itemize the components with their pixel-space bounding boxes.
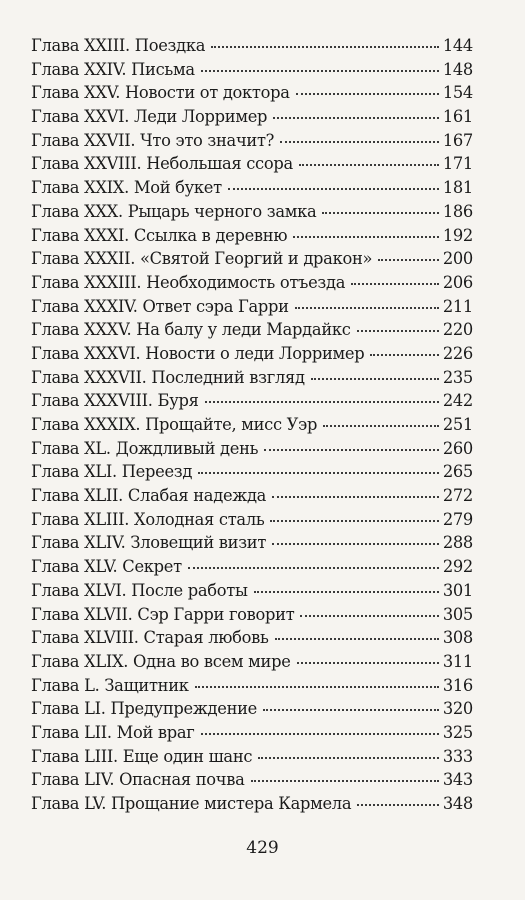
dot-leader [299, 163, 439, 166]
chapter-title: Глава L. Защитник [31, 675, 189, 695]
chapter-page-number: 171 [442, 154, 473, 174]
toc-entry [31, 295, 473, 319]
chapter-title: Глава XXXVII. Последний взгляд [31, 367, 305, 387]
toc-entry [31, 176, 473, 200]
dot-leader [351, 282, 439, 285]
dot-leader [323, 424, 439, 427]
toc-entry [31, 460, 473, 484]
toc-entry [31, 366, 473, 390]
dot-leader [205, 400, 439, 403]
toc-entry [31, 531, 473, 555]
dot-leader [273, 116, 439, 119]
toc-entry [31, 318, 473, 342]
chapter-page-number: 288 [442, 533, 473, 553]
toc-entry [31, 721, 473, 745]
dot-leader [201, 69, 439, 72]
chapter-page-number: 301 [442, 580, 473, 600]
chapter-page-number: 311 [442, 651, 473, 671]
page-number: 429 [246, 838, 279, 858]
toc-entry [31, 389, 473, 413]
chapter-title: Глава XLII. Слабая надежда [31, 486, 267, 506]
toc-entry [31, 626, 473, 650]
toc-entry [31, 579, 473, 603]
dot-leader [370, 353, 438, 356]
dot-leader [311, 377, 439, 380]
dot-leader [296, 92, 439, 95]
dot-leader [272, 542, 439, 545]
chapter-title: Глава LV. Прощание мистера Кармела [31, 794, 352, 813]
toc-entry [31, 342, 473, 366]
chapter-title: Глава XXXIX. Прощайте, мисс Уэр [31, 415, 318, 434]
chapter-page-number: 148 [442, 59, 473, 79]
dot-leader [300, 614, 438, 617]
chapter-title: Глава XXXII. «Святой Георгий и дракон» [31, 249, 373, 269]
chapter-title: Глава XXV. Новости от доктора [31, 83, 290, 103]
chapter-page-number: 260 [442, 438, 473, 458]
chapter-title: Глава XLVI. После работы [31, 580, 248, 600]
chapter-title: Глава XLVIII. Старая любовь [31, 628, 269, 648]
chapter-title: Глава XXXVIII. Буря [31, 391, 199, 411]
dot-leader [357, 329, 439, 332]
toc-entry [31, 603, 473, 627]
chapter-title: Глава LIII. Еще один шанс [31, 746, 253, 766]
chapter-title: Глава XXXIII. Необходимость отъезда [31, 272, 346, 292]
toc-entry [31, 58, 473, 82]
toc-entry [31, 555, 473, 579]
toc-entry [31, 129, 473, 153]
chapter-page-number: 272 [442, 486, 473, 506]
toc-entry [31, 105, 473, 129]
chapter-title: Глава XLIX. Одна во всем мире [31, 651, 291, 671]
chapter-title: Глава XLIV. Зловещий визит [31, 533, 267, 553]
toc-entry [31, 34, 473, 58]
toc-entry [31, 697, 473, 721]
chapter-page-number: 308 [442, 628, 473, 648]
dot-leader [378, 258, 439, 261]
chapter-page-number: 251 [442, 415, 473, 434]
chapter-title: Глава LI. Предупреждение [31, 699, 258, 719]
chapter-title: Глава XLV. Секрет [31, 557, 182, 577]
chapter-page-number: 343 [442, 770, 473, 790]
dot-leader [295, 306, 439, 309]
dot-leader [198, 471, 439, 474]
chapter-page-number: 316 [442, 675, 473, 695]
toc-entry [31, 650, 473, 674]
chapter-title: Глава LIV. Опасная почва [31, 770, 245, 790]
chapter-page-number: 333 [442, 746, 473, 766]
toc-entry [31, 224, 473, 248]
dot-leader [201, 732, 439, 735]
toc-entry [31, 200, 473, 224]
chapter-title: Глава XXIV. Письма [31, 59, 195, 79]
dot-leader [188, 566, 439, 569]
dot-leader [251, 779, 439, 782]
chapter-page-number: 186 [442, 201, 473, 221]
toc-entry [31, 674, 473, 698]
chapter-title: Глава XXVII. Что это значит? [31, 130, 275, 150]
dot-leader [264, 448, 439, 451]
chapter-page-number: 320 [442, 699, 473, 719]
dot-leader [293, 235, 439, 238]
dot-leader [275, 637, 439, 640]
chapter-page-number: 226 [442, 343, 473, 363]
toc-entry [31, 508, 473, 532]
chapter-page-number: 154 [442, 83, 473, 103]
toc-entry [31, 768, 473, 792]
chapter-page-number: 325 [442, 722, 473, 742]
chapter-page-number: 242 [442, 391, 473, 411]
chapter-title: Глава XXX. Рыцарь черного замка [31, 201, 317, 221]
chapter-title: Глава XXXVI. Новости о леди Лорример [31, 343, 365, 363]
chapter-page-number: 305 [442, 604, 473, 624]
dot-leader [357, 803, 439, 806]
table-of-contents [31, 34, 473, 816]
chapter-page-number: 144 [442, 36, 473, 55]
toc-entry [31, 81, 473, 105]
chapter-page-number: 181 [442, 178, 473, 198]
toc-entry [31, 247, 473, 271]
toc-entry [31, 271, 473, 295]
toc-entry [31, 792, 473, 816]
chapter-page-number: 211 [442, 296, 473, 316]
chapter-title: Глава XXXIV. Ответ сэра Гарри [31, 296, 289, 316]
dot-leader [297, 661, 439, 664]
toc-entry [31, 413, 473, 437]
chapter-title: Глава XL. Дождливый день [31, 438, 259, 458]
dot-leader [280, 140, 439, 143]
chapter-title: Глава XLI. Переезд [31, 462, 193, 482]
chapter-page-number: 279 [442, 509, 473, 529]
dot-leader [195, 685, 439, 688]
chapter-page-number: 200 [442, 249, 473, 269]
dot-leader [211, 45, 439, 48]
chapter-page-number: 192 [442, 225, 473, 245]
chapter-title: Глава XXIX. Мой букет [31, 178, 222, 198]
toc-entry [31, 437, 473, 461]
chapter-page-number: 220 [442, 320, 473, 340]
chapter-page-number: 161 [442, 107, 473, 127]
toc-entry [31, 484, 473, 508]
chapter-title: Глава LII. Мой враг [31, 722, 195, 742]
dot-leader [254, 590, 439, 593]
dot-leader [258, 756, 439, 759]
dot-leader [272, 495, 439, 498]
chapter-title: Глава XXXI. Ссылка в деревню [31, 225, 288, 245]
dot-leader [270, 519, 438, 522]
chapter-title: Глава XLIII. Холодная сталь [31, 509, 265, 529]
chapter-title: Глава XXXV. На балу у леди Мардайкс [31, 320, 351, 340]
chapter-page-number: 292 [442, 557, 473, 577]
chapter-page-number: 167 [442, 130, 473, 150]
chapter-page-number: 235 [442, 367, 473, 387]
toc-entry [31, 152, 473, 176]
chapter-title: Глава XXVI. Леди Лорример [31, 107, 268, 127]
chapter-page-number: 265 [442, 462, 473, 482]
dot-leader [322, 211, 438, 214]
chapter-title: Глава XXVIII. Небольшая ссора [31, 154, 293, 174]
chapter-title: Глава XXIII. Поездка [31, 36, 206, 55]
dot-leader [228, 187, 439, 190]
chapter-title: Глава XLVII. Сэр Гарри говорит [31, 604, 295, 624]
chapter-page-number: 348 [442, 794, 473, 813]
dot-leader [263, 708, 439, 711]
toc-entry [31, 745, 473, 769]
chapter-page-number: 206 [442, 272, 473, 292]
